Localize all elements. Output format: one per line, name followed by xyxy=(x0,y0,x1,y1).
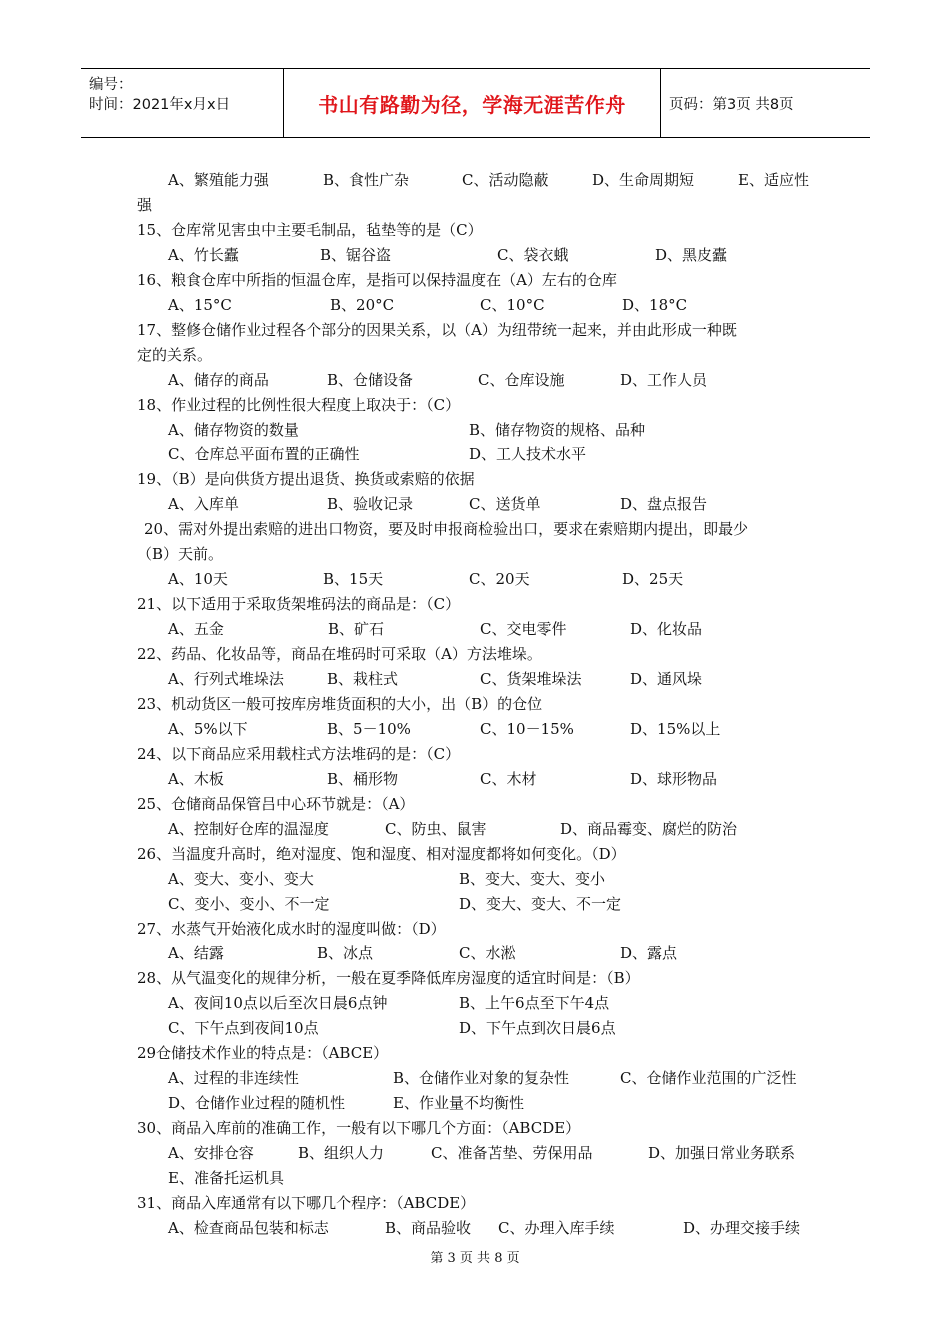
option-text: A、10天 xyxy=(168,570,228,588)
question-line: 强 xyxy=(137,196,153,214)
option-text: A、变大、变小、变大 xyxy=(168,870,314,888)
option-text: C、仓储作业范围的广泛性 xyxy=(620,1069,797,1087)
option-text: B、验收记录 xyxy=(327,495,414,513)
option-text: B、冰点 xyxy=(317,944,374,962)
option-text: D、通风垛 xyxy=(630,670,703,688)
option-text: B、仓储作业对象的复杂性 xyxy=(393,1069,570,1087)
option-text: C、准备苫垫、劳保用品 xyxy=(431,1144,593,1162)
question-line: 16、粮食仓库中所指的恒温仓库，是指可以保持温度在（A）左右的仓库 xyxy=(137,271,617,289)
option-text: C、10°C xyxy=(480,296,545,314)
option-text: D、生命周期短 xyxy=(592,171,695,189)
question-line: 27、水蒸气开始液化成水时的湿度叫做：（D） xyxy=(137,920,446,938)
option-text: A、竹长蠹 xyxy=(168,246,239,264)
option-text: D、工人技术水平 xyxy=(469,445,587,463)
question-line: 23、机动货区一般可按库房堆货面积的大小，出（B）的仓位 xyxy=(137,695,543,713)
option-text: D、商品霉变、腐烂的防治 xyxy=(560,820,738,838)
option-text: A、木板 xyxy=(168,770,224,788)
option-text: B、桶形物 xyxy=(327,770,399,788)
option-text: C、袋衣蛾 xyxy=(497,246,569,264)
option-text: A、行列式堆垛法 xyxy=(168,670,284,688)
option-text: C、水淞 xyxy=(459,944,516,962)
option-text: A、15°C xyxy=(168,296,232,314)
option-text: D、25天 xyxy=(622,570,684,588)
option-text: C、货架堆垛法 xyxy=(480,670,582,688)
option-text: A、结露 xyxy=(168,944,224,962)
option-text: B、栽柱式 xyxy=(327,670,399,688)
option-text: C、20天 xyxy=(469,570,530,588)
option-text: C、仓库设施 xyxy=(478,371,565,389)
option-text: D、办理交接手续 xyxy=(683,1219,801,1237)
question-line: 20、需对外提出索赔的进出口物资，要及时申报商检验出口，要求在索赔期内提出，即最少 xyxy=(144,520,749,538)
option-text: D、露点 xyxy=(620,944,678,962)
option-text: D、15%以上 xyxy=(630,720,721,738)
question-line: 30、商品入库前的准确工作，一般有以下哪几个方面：（ABCDE） xyxy=(137,1119,581,1137)
option-text: C、下午点到夜间10点 xyxy=(168,1019,319,1037)
option-text: D、工作人员 xyxy=(620,371,708,389)
option-text: A、储存的商品 xyxy=(168,371,269,389)
page-footer: 第 3 页 共 8 页 xyxy=(430,1251,520,1266)
option-text: B、15天 xyxy=(323,570,384,588)
option-text: A、夜间10点以后至次日晨6点钟 xyxy=(168,994,388,1012)
option-text: B、储存物资的规格、品种 xyxy=(469,421,646,439)
option-text: C、办理入库手续 xyxy=(498,1219,615,1237)
option-text: D、下午点到次日晨6点 xyxy=(459,1019,616,1037)
option-text: C、交电零件 xyxy=(480,620,567,638)
option-text: C、防虫、鼠害 xyxy=(385,820,487,838)
option-text: A、五金 xyxy=(168,620,224,638)
header-motto: 书山有路勤为径，学海无涯苦作舟 xyxy=(284,69,661,137)
question-line: 17、整修仓储作业过程各个部分的因果关系，以（A）为纽带统一起来，并由此形成一种既 xyxy=(137,321,737,339)
question-line: 26、当温度升高时，绝对湿度、饱和湿度、相对湿度都将如何变化。（D） xyxy=(137,845,626,863)
header-meta-cell xyxy=(81,69,284,137)
question-line: 24、以下商品应采用载柱式方法堆码的是：（C） xyxy=(137,745,461,763)
option-text: B、5－10% xyxy=(327,720,411,738)
option-text: E、适应性 xyxy=(738,171,809,189)
option-text: D、仓储作业过程的随机性 xyxy=(168,1094,346,1112)
option-text: A、储存物资的数量 xyxy=(168,421,299,439)
question-line: 25、仓储商品保管吕中心环节就是：（A） xyxy=(137,795,415,813)
option-text: A、控制好仓库的温湿度 xyxy=(168,820,329,838)
option-text: D、黑皮蠹 xyxy=(655,246,728,264)
option-text: C、送货单 xyxy=(469,495,541,513)
option-text: A、过程的非连续性 xyxy=(168,1069,299,1087)
option-text: A、检查商品包装和标志 xyxy=(168,1219,329,1237)
option-text: C、仓库总平面布置的正确性 xyxy=(168,445,360,463)
option-text: C、10－15% xyxy=(480,720,574,738)
option-text: B、仓储设备 xyxy=(327,371,414,389)
option-text: B、食性广杂 xyxy=(323,171,410,189)
question-line: 31、商品入库通常有以下哪几个程序：（ABCDE） xyxy=(137,1194,476,1212)
question-line: 28、从气温变化的规律分析，一般在夏季降低库房湿度的适宜时间是：（B） xyxy=(137,969,640,987)
option-text: A、繁殖能力强 xyxy=(168,171,269,189)
question-line: 15、仓库常见害虫中主要毛制品，毡垫等的是（C） xyxy=(137,221,483,239)
question-line: 19、（B）是向供货方提出退货、换货或索赔的依据 xyxy=(137,470,475,488)
question-line: 22、药品、化妆品等，商品在堆码时可采取（A）方法堆垛。 xyxy=(137,645,542,663)
option-text: B、变大、变大、变小 xyxy=(459,870,606,888)
option-text: B、20°C xyxy=(330,296,395,314)
header-page-label: 页码：第3页 共8页 xyxy=(669,96,794,113)
option-text: E、作业量不均衡性 xyxy=(393,1094,524,1112)
header-page-cell xyxy=(661,69,870,137)
option-text: D、变大、变大、不一定 xyxy=(459,895,622,913)
option-text: B、商品验收 xyxy=(385,1219,472,1237)
document-number-label: 编号： xyxy=(89,77,133,93)
option-text: D、化妆品 xyxy=(630,620,703,638)
question-line: 21、以下适用于采取货架堆码法的商品是：（C） xyxy=(137,595,461,613)
option-text: C、变小、变小、不一定 xyxy=(168,895,330,913)
document-date-label: 时间：2021年x月x日 xyxy=(89,97,231,113)
question-line: （B）天前。 xyxy=(137,545,224,563)
option-text: B、矿石 xyxy=(328,620,385,638)
option-text: D、球形物品 xyxy=(630,770,718,788)
option-text: B、锯谷盗 xyxy=(320,246,392,264)
option-text: D、盘点报告 xyxy=(620,495,708,513)
option-text: A、入库单 xyxy=(168,495,239,513)
option-text: D、加强日常业务联系 xyxy=(648,1144,796,1162)
option-text: A、安排仓容 xyxy=(168,1144,254,1162)
option-text: C、木材 xyxy=(480,770,537,788)
option-text: A、5%以下 xyxy=(168,720,248,738)
question-line: E、准备托运机具 xyxy=(168,1169,284,1187)
option-text: D、18°C xyxy=(622,296,688,314)
option-text: C、活动隐蔽 xyxy=(462,171,549,189)
option-text: B、组织人力 xyxy=(298,1144,385,1162)
option-text: B、上午6点至下午4点 xyxy=(459,994,610,1012)
question-line: 18、作业过程的比例性很大程度上取决于：（C） xyxy=(137,396,461,414)
page-header xyxy=(81,68,870,138)
question-line: 29仓储技术作业的特点是：（ABCE） xyxy=(137,1044,389,1062)
question-line: 定的关系。 xyxy=(137,346,213,364)
